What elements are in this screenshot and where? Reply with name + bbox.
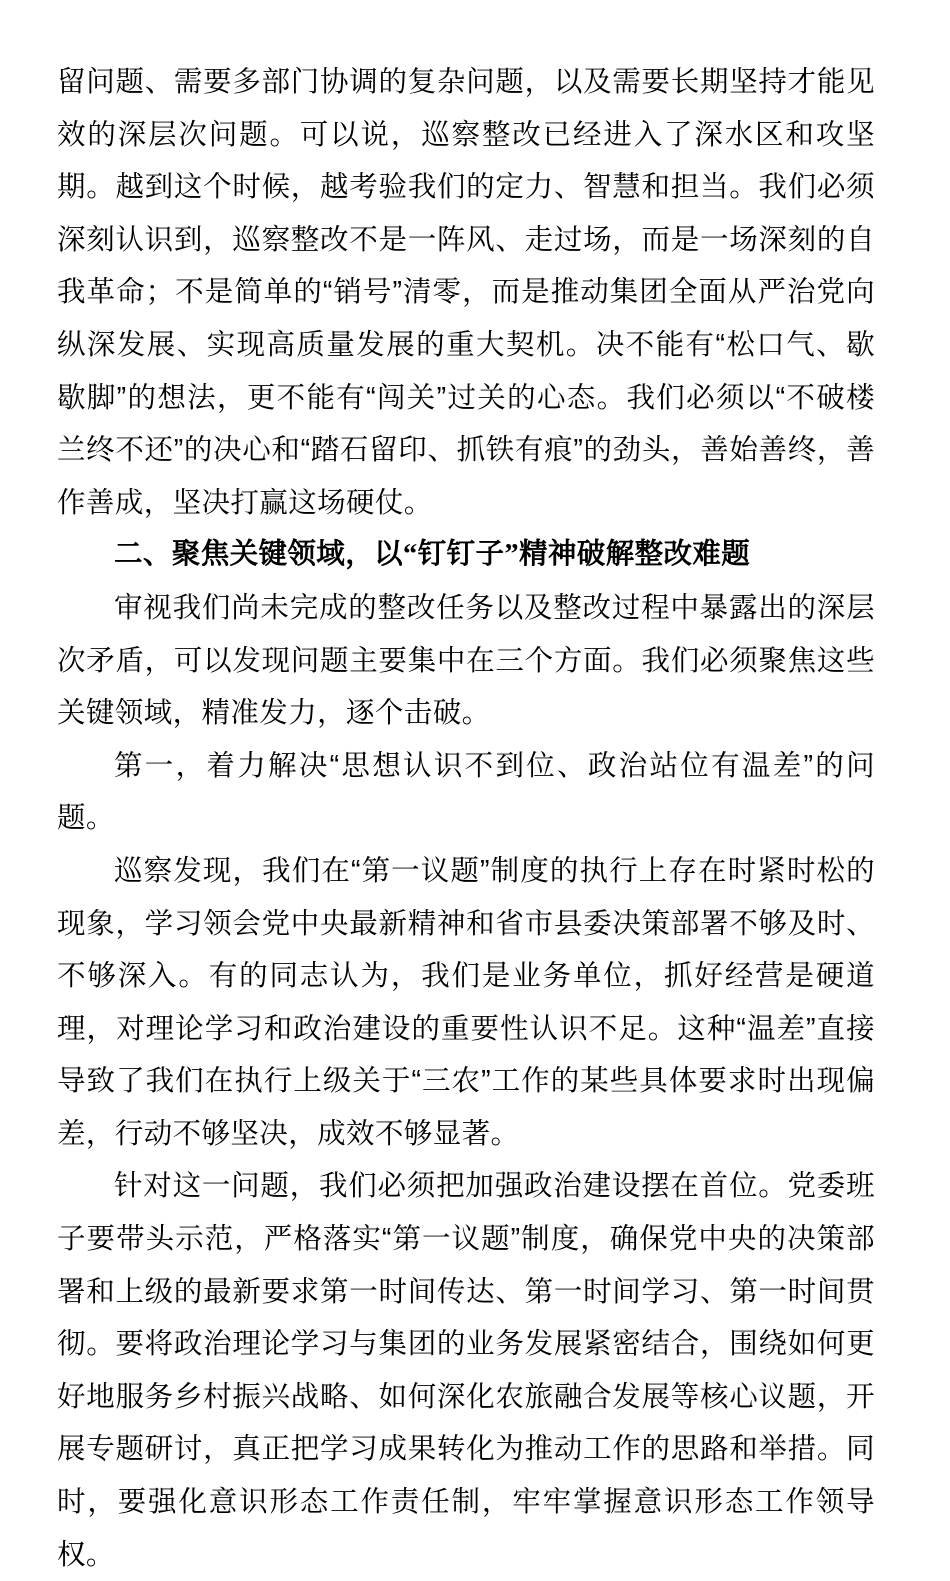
paragraph-point-one-measures: 针对这一问题，我们必须把加强政治建设摆在首位。党委班子要带头示范，严格落实“第一议题”制度，确保党中央的决策部署和上级的最新要求第一时间传达、第一时间学习、第一时间贯彻。要将政治理论学习与集团的业务发展紧密结合，围绕如何更好地服务乡村振兴战略、如何深化农旅融合发展等核心议题，开展专题研讨，真正把学习成果转化为推动工作的思路和举措。同时，要强化意识形态工作责任制，牢牢掌握意识形态工作领导权。 — [57, 1170, 875, 1571]
paragraph-review-of-tasks: 审视我们尚未完成的整改任务以及整改过程中暴露出的深层次矛盾，可以发现问题主要集中在三个方面。我们必须聚焦这些关键领域，精准发力，逐个击破。 — [57, 591, 875, 730]
paragraph-point-one-analysis: 巡察发现，我们在“第一议题”制度的执行上存在时紧时松的现象，学习领会党中央最新精神和省市县委决策部署不够及时、不够深入。有的同志认为，我们是业务单位，抓好经营是硬道理，对理论学习和政治建设的重要性认识不足。这种“温差”直接导致了我们在执行上级关于“三农”工作的某些具体要求时出现偏差，行动不够坚决，成效不够显著。 — [57, 854, 875, 1150]
document-body — [57, 56, 875, 1581]
section-heading-two: 二、聚焦关键领域，以“钉钉子”精神破解整改难题 — [114, 539, 751, 571]
paragraph-point-one-title: 第一，着力解决“思想认识不到位、政治站位有温差”的问题。 — [57, 749, 875, 835]
paragraph-continued-from-previous-page: 留问题、需要多部门协调的复杂问题，以及需要长期坚持才能见效的深层次问题。可以说，巡察整改已经进入了深水区和攻坚期。越到这个时候，越考验我们的定力、智慧和担当。我们必须深刻认识到，巡察整改不是一阵风、走过场，而是一场深刻的自我革命；不是简单的“销号”清零，而是推动集团全面从严治党向纵深发展、实现高质量发展的重大契机。决不能有“松口气、歇歇脚”的想法，更不能有“闯关”过关的心态。我们必须以“不破楼兰终不还”的决心和“踏石留印、抓铁有痕”的劲头，善始善终，善作善成，坚决打赢这场硬仗。 — [57, 66, 875, 519]
